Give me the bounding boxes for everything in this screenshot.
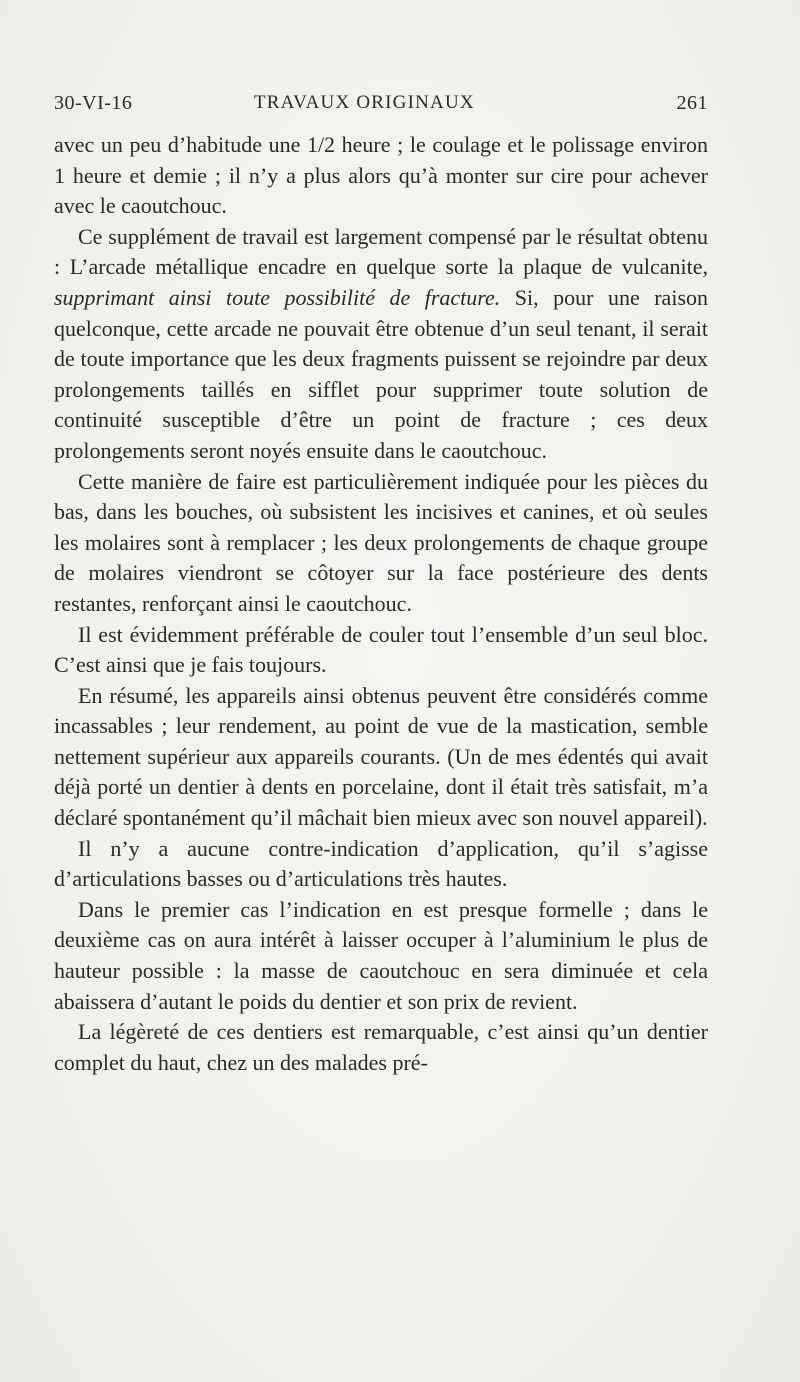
paragraph-emphasis: supprimant ainsi toute possibilité de fracture.	[54, 284, 501, 310]
header-section-title: TRAVAUX ORIGINAUX	[254, 92, 475, 113]
header-date: 30-VI-16	[54, 92, 133, 114]
paragraph: Il est évidemment préférable de couler tout l’ensemble d’un seul bloc. C’est ainsi que je fais toujours.	[54, 621, 708, 678]
paragraph: Il n’y a aucune contre-indication d’application, qu’il s’agisse d’articulations basses ou d’articulations très hautes.	[54, 835, 708, 892]
paragraph	[54, 222, 708, 467]
paragraph-continued: avec un peu d’habitude une 1/2 heure ; le coulage et le polissage environ 1 heure et demie ; il n’y a plus alors qu’à monter sur cire pour achever avec le caoutchouc.	[54, 132, 708, 219]
paragraph-text: Ce supplément de travail est largement compensé par le résultat obtenu : L’arcade métallique encadre en quelque sorte la plaque de vulcanite,	[54, 223, 708, 280]
paragraph: Cette manière de faire est particulièrement indiquée pour les pièces du bas, dans les bouches, où subsistent les incisives et canines, et où seules les molaires sont à remplacer ; les deux prolongements de chaque groupe de molaires viendront se côtoyer sur la face postérieure des dents restantes, renforçant ainsi le caoutchouc.	[54, 468, 708, 616]
paragraph: La légèreté de ces dentiers est remarquable, c’est ainsi qu’un dentier complet du haut, chez un des malades pré-	[54, 1019, 708, 1075]
body-text	[54, 130, 708, 1078]
paragraph-text: Si, pour une raison quelconque, cette arcade ne pouvait être obtenue d’un seul tenant, il serait de toute importance que les deux fragments puissent se rejoindre par deux prolongements taillés en sifflet pour supprimer toute solution de continuité susceptible d’être un point de fracture ; ces deux prolongements seront noyés ensuite dans le caoutchouc.	[54, 284, 708, 463]
page-number: 261	[676, 92, 708, 114]
running-head	[54, 92, 708, 120]
paragraph: En résumé, les appareils ainsi obtenus peuvent être considérés comme incassables ; leur rendement, au point de vue de la mastication, semble nettement supérieur aux appareils courants. (Un de mes édentés qui avait déjà porté un dentier à dents en porcelaine, dont il était très satisfait, m’a déclaré spontanément qu’il mâchait bien mieux avec son nouvel appareil).	[54, 682, 708, 831]
paragraph: Dans le premier cas l’indication en est presque formelle ; dans le deuxième cas on aura intérêt à laisser occuper à l’aluminium le plus de hauteur possible : la masse de caoutchouc en sera diminuée et cela abaissera d’autant le poids du dentier et son prix de revient.	[54, 896, 708, 1014]
